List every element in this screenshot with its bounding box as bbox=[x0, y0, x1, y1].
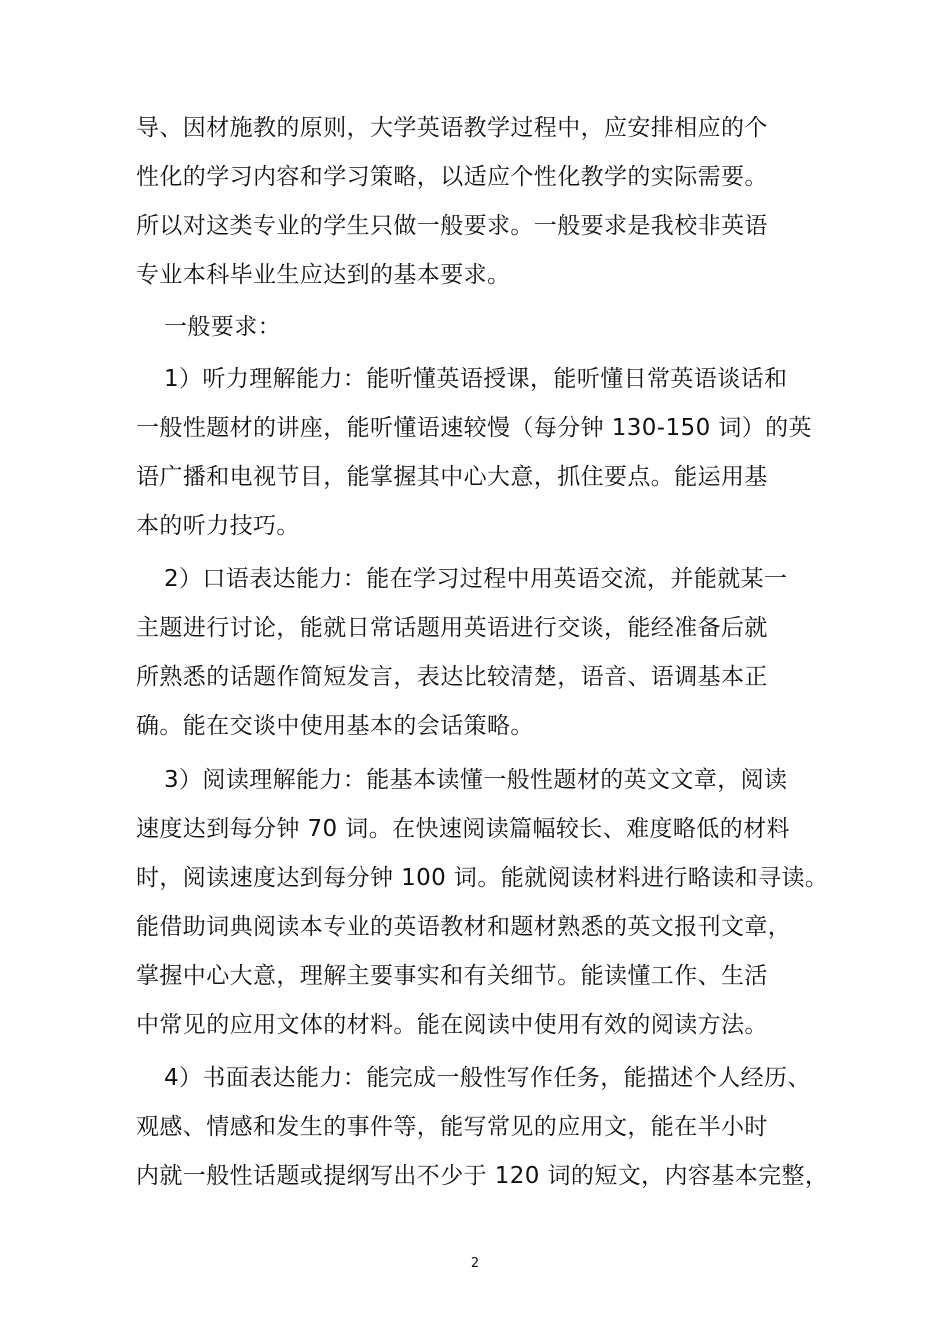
text-line: 所熟悉的话题作简短发言，表达比较清楚，语音、语调基本正 bbox=[136, 664, 768, 690]
text-line: 性化的学习内容和学习策略，以适应个性化教学的实际需要。 bbox=[136, 164, 768, 190]
text-line: 专业本科毕业生应达到的基本要求。 bbox=[136, 262, 511, 288]
text-line: 2）口语表达能力：能在学习过程中用英语交流，并能就某一 bbox=[164, 566, 788, 592]
text-line: 中常见的应用文体的材料。能在阅读中使用有效的阅读方法。 bbox=[136, 1012, 768, 1038]
text-line: 确。能在交谈中使用基本的会话策略。 bbox=[136, 713, 534, 739]
text-line: 速度达到每分钟 70 词。在快速阅读篇幅较长、难度略低的材料 bbox=[136, 816, 790, 842]
text-line: 导、因材施教的原则，大学英语教学过程中，应安排相应的个 bbox=[136, 115, 768, 141]
section-heading: 一般要求： bbox=[164, 314, 281, 340]
text-line: 3）阅读理解能力：能基本读懂一般性题材的英文文章，阅读 bbox=[164, 767, 788, 793]
text-line: 一般性题材的讲座，能听懂语速较慢（每分钟 130-150 词）的英 bbox=[136, 415, 812, 441]
text-line: 语广播和电视节目，能掌握其中心大意，抓住要点。能运用基 bbox=[136, 464, 768, 490]
text-line: 本的听力技巧。 bbox=[136, 513, 300, 539]
page-number: 2 bbox=[470, 1256, 480, 1271]
text-line: 掌握中心大意，理解主要事实和有关细节。能读懂工作、生活 bbox=[136, 963, 768, 989]
text-line: 时，阅读速度达到每分钟 100 词。能就阅读材料进行略读和寻读。 bbox=[136, 865, 829, 891]
text-line: 主题进行讨论，能就日常话题用英语进行交谈，能经准备后就 bbox=[136, 615, 768, 641]
text-line: 能借助词典阅读本专业的英语教材和题材熟悉的英文报刊文章， bbox=[136, 914, 792, 940]
text-line: 观感、情感和发生的事件等，能写常见的应用文，能在半小时 bbox=[136, 1114, 768, 1140]
text-line: 1）听力理解能力：能听懂英语授课，能听懂日常英语谈话和 bbox=[164, 366, 788, 392]
text-line: 4）书面表达能力：能完成一般性写作任务，能描述个人经历、 bbox=[164, 1065, 811, 1091]
text-line: 内就一般性话题或提纲写出不少于 120 词的短文，内容基本完整， bbox=[136, 1163, 829, 1189]
text-line: 所以对这类专业的学生只做一般要求。一般要求是我校非英语 bbox=[136, 213, 768, 239]
